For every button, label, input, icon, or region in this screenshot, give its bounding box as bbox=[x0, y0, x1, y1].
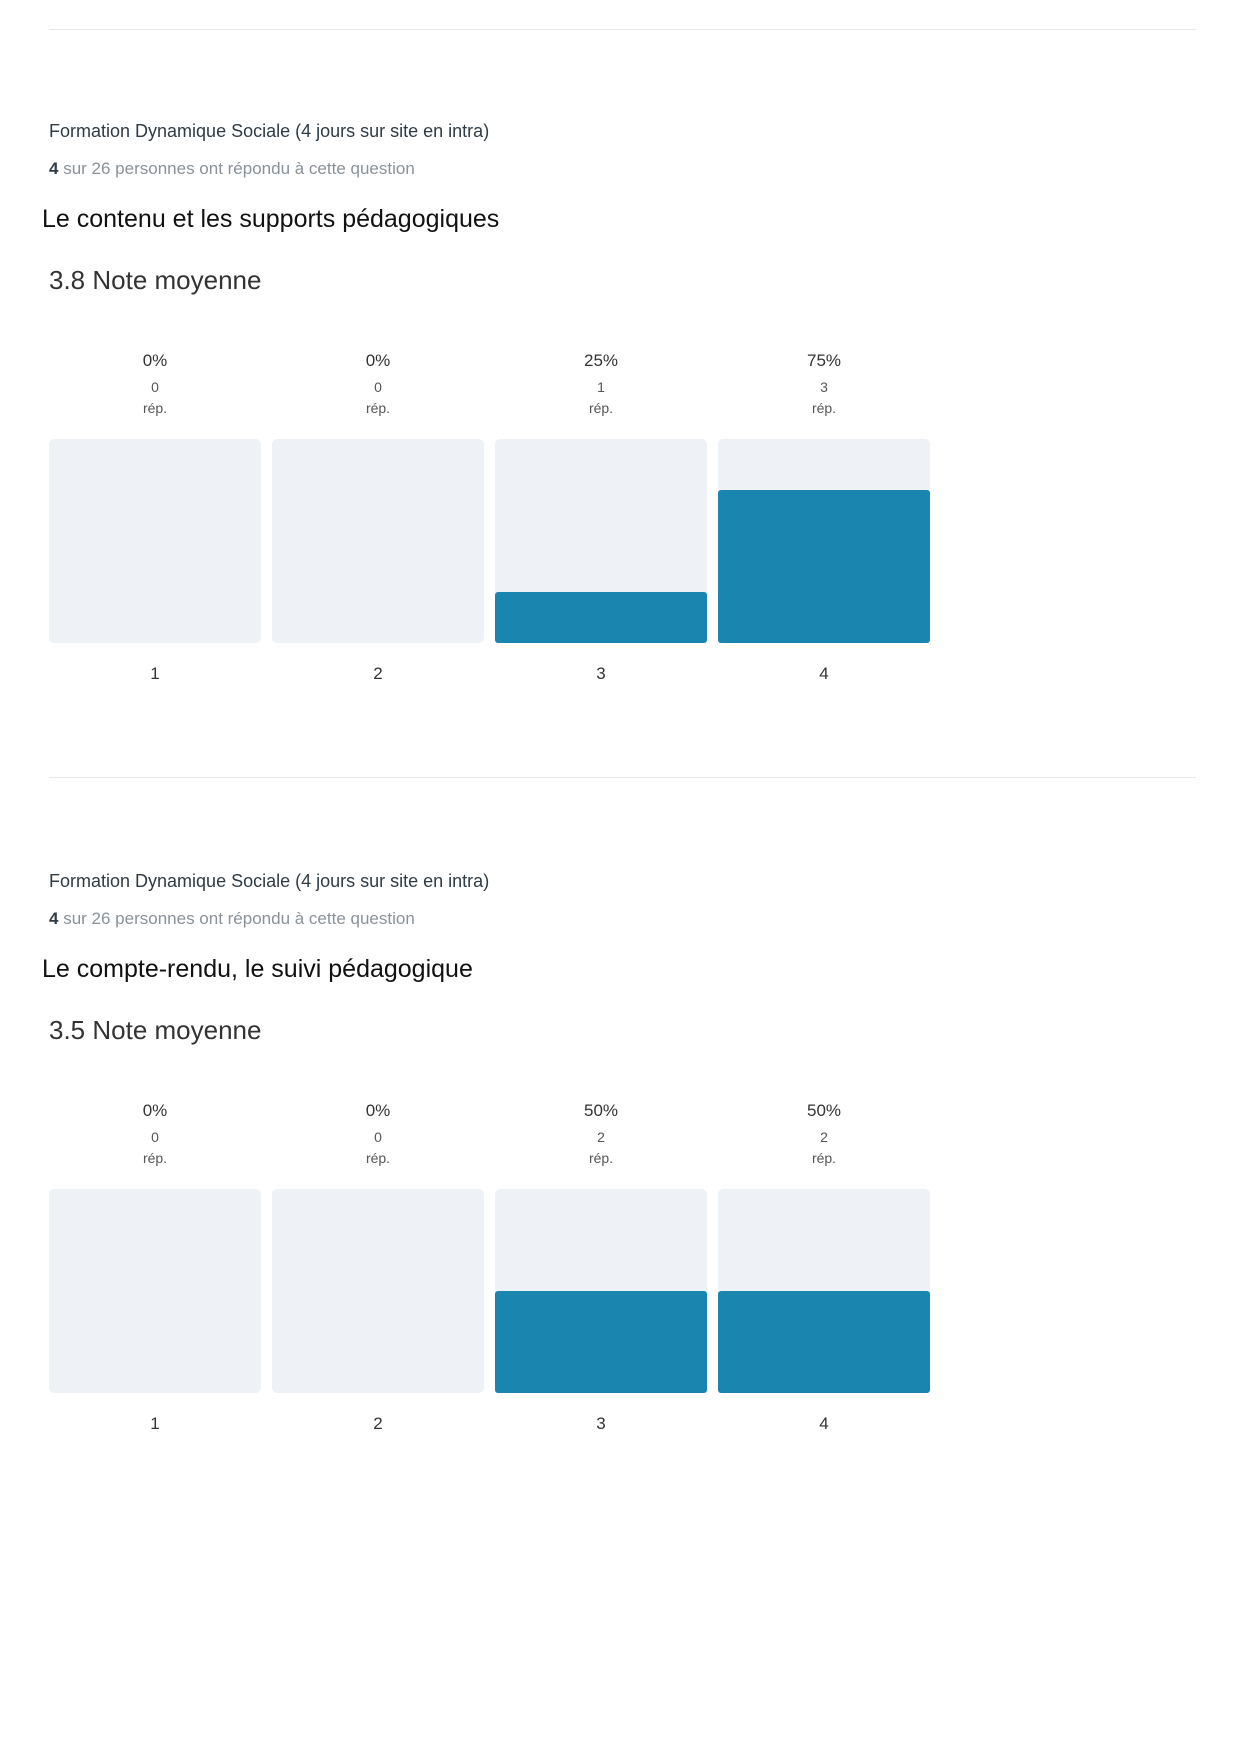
count-label: 2 bbox=[820, 1129, 828, 1145]
question-section-1 bbox=[0, 121, 1241, 741]
count-label: 2 bbox=[597, 1129, 605, 1145]
bar bbox=[495, 1291, 707, 1393]
bar-track bbox=[49, 1189, 261, 1393]
count-unit-label: rép. bbox=[811, 400, 837, 416]
category-label: 3 bbox=[596, 664, 606, 683]
bar-track bbox=[272, 439, 484, 643]
bar-track bbox=[272, 1189, 484, 1393]
respondents-text: sur 26 personnes ont répondu à cette question bbox=[63, 159, 415, 178]
percent-label: 0% bbox=[365, 351, 391, 370]
respondents-count: 4 bbox=[49, 909, 59, 928]
count-unit-label: rép. bbox=[365, 400, 391, 416]
percent-label: 25% bbox=[583, 351, 619, 370]
count-label: 0 bbox=[151, 1129, 159, 1145]
count-unit-label: rép. bbox=[588, 1150, 614, 1166]
bar-track bbox=[49, 439, 261, 643]
category-label: 1 bbox=[150, 664, 160, 683]
percent-label: 75% bbox=[806, 351, 842, 370]
count-unit-label: rép. bbox=[811, 1150, 837, 1166]
bar bbox=[718, 490, 930, 643]
count-unit-label: rép. bbox=[142, 1150, 168, 1166]
category-label: 2 bbox=[373, 664, 383, 683]
average-rating: 3.5 Note moyenne bbox=[49, 1015, 262, 1045]
section-divider bbox=[49, 777, 1196, 778]
respondents-count: 4 bbox=[49, 159, 59, 178]
percent-label: 0% bbox=[142, 351, 168, 370]
respondents-text: sur 26 personnes ont répondu à cette question bbox=[63, 909, 415, 928]
bar bbox=[495, 592, 707, 643]
question-title: Le compte-rendu, le suivi pédagogique bbox=[42, 955, 473, 983]
category-label: 3 bbox=[596, 1414, 606, 1433]
category-label: 4 bbox=[819, 1414, 829, 1433]
count-unit-label: rép. bbox=[365, 1150, 391, 1166]
category-label: 1 bbox=[150, 1414, 160, 1433]
category-label: 4 bbox=[819, 664, 829, 683]
count-label: 0 bbox=[374, 379, 382, 395]
rating-bar-chart bbox=[0, 121, 1241, 741]
count-label: 0 bbox=[374, 1129, 382, 1145]
percent-label: 0% bbox=[365, 1101, 391, 1120]
count-unit-label: rép. bbox=[588, 400, 614, 416]
percent-label: 0% bbox=[142, 1101, 168, 1120]
rating-bar-chart bbox=[0, 871, 1241, 1491]
count-unit-label: rép. bbox=[142, 400, 168, 416]
survey-context: Formation Dynamique Sociale (4 jours sur site en intra) bbox=[49, 121, 490, 141]
count-label: 0 bbox=[151, 379, 159, 395]
count-label: 1 bbox=[597, 379, 605, 395]
count-label: 3 bbox=[820, 379, 828, 395]
question-section-2 bbox=[0, 871, 1241, 1491]
bar bbox=[718, 1291, 930, 1393]
percent-label: 50% bbox=[583, 1101, 619, 1120]
question-title: Le contenu et les supports pédagogiques bbox=[42, 205, 500, 233]
average-rating: 3.8 Note moyenne bbox=[49, 265, 262, 295]
percent-label: 50% bbox=[806, 1101, 842, 1120]
category-label: 2 bbox=[373, 1414, 383, 1433]
survey-context: Formation Dynamique Sociale (4 jours sur site en intra) bbox=[49, 871, 490, 891]
top-divider bbox=[49, 29, 1196, 30]
